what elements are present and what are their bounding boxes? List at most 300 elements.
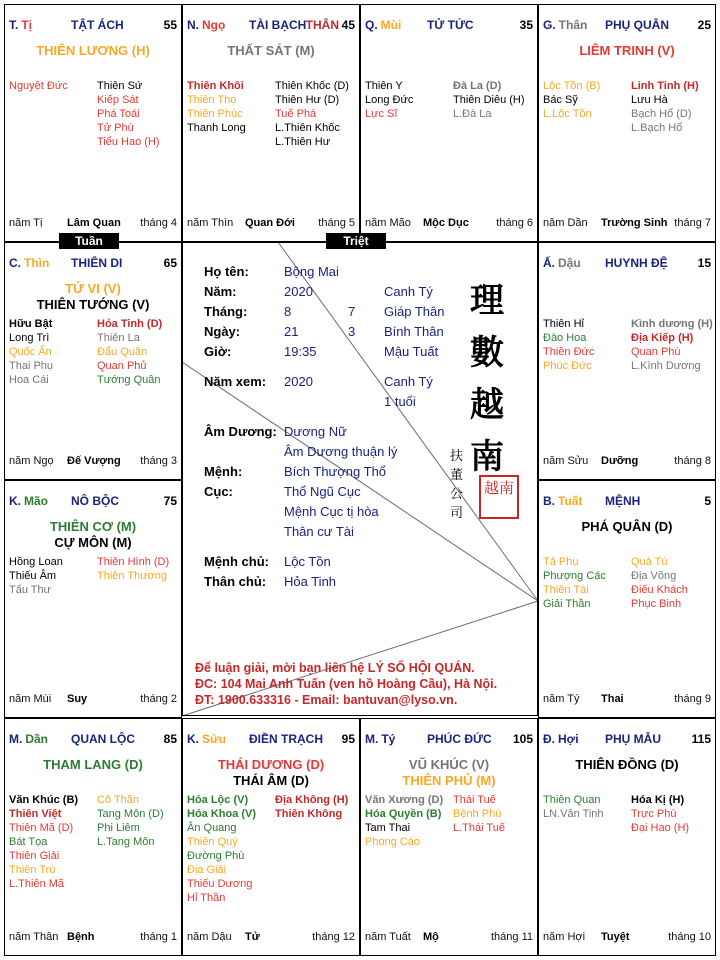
palace-name: PHỤ MẪU <box>605 732 661 746</box>
nam-label: Năm: <box>204 284 237 299</box>
palace-name: HUYNH ĐỆ <box>605 256 668 270</box>
palace-footer <box>187 217 355 231</box>
triet-tag: Triệt <box>326 233 386 249</box>
palace-year: năm Thân <box>9 931 59 943</box>
stars-right <box>631 317 716 373</box>
palace-cycle: Đế Vượng <box>67 455 121 467</box>
palace-chi: Hợi <box>558 732 579 746</box>
palace-position <box>187 732 226 746</box>
main-star: TỬ VI (V) <box>65 281 121 296</box>
minor-star: Thiên Việt <box>9 808 62 820</box>
minor-star: Lực Sĩ <box>365 108 398 120</box>
palace-position <box>9 732 48 746</box>
contact-line-1: Để luận giải, mời bạn liên hệ LÝ SỐ HỘI QUÁN. <box>195 661 475 675</box>
palace-footer <box>9 217 177 231</box>
minor-star: Kiếp Sát <box>97 94 139 106</box>
palace-position <box>9 494 48 508</box>
nam-canchi: Canh Tý <box>384 284 433 299</box>
palace-footer <box>365 217 533 231</box>
minor-star: Thiên Hình (D) <box>97 556 170 568</box>
minor-star: Thiếu Âm <box>9 570 57 582</box>
ngay-lunar: 3 <box>348 324 356 339</box>
minor-star: Hóa Lộc (V) <box>187 794 249 806</box>
palace-position <box>9 18 32 32</box>
stars-right <box>453 793 538 835</box>
minor-star: L.Lộc Tồn <box>543 108 592 120</box>
minor-star: Đào Hoa <box>543 332 587 344</box>
palace-tuat <box>538 480 716 718</box>
palace-year: năm Sửu <box>543 455 589 467</box>
minor-star: Long Trì <box>9 332 50 344</box>
minor-star: Linh Tinh (H) <box>631 80 699 92</box>
palace-name: ĐIỀN TRẠCH <box>249 732 323 746</box>
palace-can: M. <box>9 732 23 746</box>
stars-right <box>275 79 360 149</box>
nam-xem-value: 2020 <box>284 374 313 389</box>
stars-left <box>543 79 633 121</box>
minor-star: L.Tang Môn <box>97 836 155 848</box>
palace-cycle: Thai <box>601 693 624 705</box>
palace-year: năm Tý <box>543 693 580 705</box>
palace-position <box>543 732 579 746</box>
minor-star: Lộc Tồn (B) <box>543 80 601 92</box>
palace-month: tháng 12 <box>312 931 355 943</box>
minor-star: Long Đức <box>365 94 414 106</box>
gio-label: Giờ: <box>204 344 232 359</box>
minor-star: Địa Võng <box>631 570 677 582</box>
stars-left <box>543 793 633 821</box>
palace-month: tháng 1 <box>140 931 177 943</box>
palace-footer <box>543 217 711 231</box>
palace-footer <box>9 693 177 707</box>
minor-star: Thiên Thọ <box>187 94 237 106</box>
minor-star: Thiên Hư (D) <box>275 94 340 106</box>
minor-star: Thiên Quan <box>543 794 601 806</box>
palace-cycle: Tử <box>245 931 260 943</box>
stars-right <box>97 555 182 583</box>
palace-can: N. <box>187 18 199 32</box>
minor-star: Đường Phù <box>187 850 245 862</box>
minor-star: Tam Thai <box>365 822 411 834</box>
palace-suu <box>182 718 360 956</box>
palace-number: 5 <box>704 494 711 508</box>
nam-xem-canchi: Canh Tý <box>384 374 433 389</box>
palace-number: 95 <box>341 732 355 746</box>
palace-footer <box>9 931 177 945</box>
minor-star: Thiên Y <box>365 80 403 92</box>
than-marker: THÂN <box>305 18 339 32</box>
palace-cycle: Trường Sinh <box>601 217 668 229</box>
center-info-panel <box>182 242 538 716</box>
stars-right <box>453 79 538 121</box>
minor-star: L.Đà La <box>453 108 492 120</box>
palace-chi: Sửu <box>202 732 227 746</box>
palace-number: 45 <box>341 18 355 32</box>
stars-left <box>187 79 277 135</box>
palace-can: G. <box>543 18 556 32</box>
palace-footer <box>365 931 533 945</box>
palace-footer <box>543 693 711 707</box>
minor-star: Kình dương (H) <box>631 318 713 330</box>
stars-right <box>631 79 716 135</box>
stars-left <box>543 317 633 373</box>
minor-star: Địa Giải <box>187 864 227 876</box>
palace-cycle: Tuyệt <box>601 931 630 943</box>
stars-left <box>9 317 99 387</box>
palace-name: QUAN LỘC <box>71 732 135 746</box>
main-star: THẤT SÁT (M) <box>227 43 315 58</box>
palace-chi: Dần <box>25 732 49 746</box>
minor-star: Cô Thần <box>97 794 139 806</box>
minor-star: Bác Sỹ <box>543 94 578 106</box>
ngay-value: 21 <box>284 324 299 339</box>
palace-year: năm Mùi <box>9 693 52 705</box>
palace-header <box>9 256 177 272</box>
nam-value: 2020 <box>284 284 313 299</box>
minor-star: Phúc Đức <box>543 360 592 372</box>
palace-chi: Dậu <box>558 256 581 270</box>
palace-can: Q. <box>365 18 378 32</box>
ho-ten-label: Họ tên: <box>204 264 249 279</box>
minor-star: Quan Phủ <box>97 360 147 372</box>
palace-month: tháng 7 <box>674 217 711 229</box>
than-chu-label: Thân chủ: <box>204 574 267 589</box>
palace-month: tháng 10 <box>668 931 711 943</box>
minor-star: Ân Quang <box>187 822 237 834</box>
palace-month: tháng 3 <box>140 455 177 467</box>
menh-chu-label: Mệnh chủ: <box>204 554 269 569</box>
minor-star: L.Thiên Mã <box>9 878 65 890</box>
palace-chi: Ngọ <box>202 18 226 32</box>
palace-can: M. <box>365 732 379 746</box>
minor-star: Thiên Tài <box>543 584 589 596</box>
minor-star: Hoa Cái <box>9 374 49 386</box>
palace-name: MỆNH <box>605 494 641 508</box>
palace-chi: Mùi <box>380 18 402 32</box>
thang-lunar: 7 <box>348 304 356 319</box>
main-star: CỰ MÔN (M) <box>54 535 132 550</box>
menh-chu-value: Lộc Tồn <box>284 554 331 569</box>
palace-can: T. <box>9 18 19 32</box>
main-star: THAM LANG (D) <box>43 757 143 772</box>
stars-left <box>9 793 99 891</box>
minor-star: Bạch Hổ (D) <box>631 108 692 120</box>
palace-footer <box>9 455 177 469</box>
palace-can: K. <box>9 494 21 508</box>
minor-star: Thanh Long <box>187 122 246 134</box>
stars-right <box>631 793 716 835</box>
palace-header <box>543 494 711 510</box>
palace-chi: Tuất <box>558 494 583 508</box>
palace-header <box>543 256 711 272</box>
contact-line-3: ĐT: 1900.633316 - Email: bantuvan@lyso.vn. <box>195 693 458 707</box>
palace-position <box>365 732 395 746</box>
minor-star: Thiếu Dương <box>187 878 253 890</box>
palace-year: năm Tị <box>9 217 43 229</box>
minor-star: L.Thiên Khốc <box>275 122 340 134</box>
palace-cycle: Lâm Quan <box>67 217 121 229</box>
minor-star: Đà La (D) <box>453 80 502 92</box>
stars-left <box>365 79 455 121</box>
palace-year: năm Tuất <box>365 931 411 943</box>
palace-number: 85 <box>163 732 177 746</box>
minor-star: LN.Văn Tinh <box>543 808 604 820</box>
stars-left <box>9 79 99 93</box>
minor-star: Thiên Diêu (H) <box>453 94 525 106</box>
gio-canchi: Mậu Tuất <box>384 344 439 359</box>
palace-mui <box>360 4 538 242</box>
minor-star: Hỉ Thần <box>187 892 226 904</box>
minor-star: Thiên La <box>97 332 140 344</box>
tuan-tag: Tuần <box>59 233 119 249</box>
palace-can: Ấ. <box>543 256 555 270</box>
minor-star: Thiên Quý <box>187 836 238 848</box>
ngay-canchi: Bính Thân <box>384 324 444 339</box>
minor-star: L.Bạch Hổ <box>631 122 683 134</box>
minor-star: Hóa Kị (H) <box>631 794 685 806</box>
palace-name: TÀI BẠCH <box>249 18 307 32</box>
palace-cycle: Mộ <box>423 931 439 943</box>
palace-position <box>9 256 49 270</box>
palace-number: 65 <box>163 256 177 270</box>
stars-left <box>543 555 633 611</box>
palace-chi: Thân <box>558 18 588 32</box>
calligraphy-small: 扶董公司 <box>450 449 464 521</box>
palace-mao <box>4 480 182 718</box>
palace-position <box>365 18 401 32</box>
minor-star: Phi Liêm <box>97 822 140 834</box>
palace-year: năm Dần <box>543 217 588 229</box>
palace-cycle: Quan Đới <box>245 217 295 229</box>
minor-star: Hóa Quyền (B) <box>365 808 442 820</box>
seal-text: 越南 <box>483 479 514 497</box>
minor-star: Thiên Mã (D) <box>9 822 74 834</box>
main-star: THIÊN CƠ (M) <box>49 519 137 534</box>
cuc-1: Thổ Ngũ Cục <box>284 484 361 499</box>
palace-number: 15 <box>697 256 711 270</box>
minor-star: Thiên Thương <box>97 570 168 582</box>
cuc-3: Thân cư Tài <box>284 524 354 539</box>
main-star: VŨ KHÚC (V) <box>408 757 490 772</box>
minor-star: Địa Kiếp (H) <box>631 332 694 344</box>
palace-position <box>543 256 581 270</box>
minor-star: Tử Phù <box>97 122 134 134</box>
minor-star: Đẩu Quân <box>97 346 148 358</box>
main-star: THIÊN TƯỚNG (V) <box>36 297 150 312</box>
palace-month: tháng 5 <box>318 217 355 229</box>
palace-month: tháng 9 <box>674 693 711 705</box>
palace-can: K. <box>187 732 199 746</box>
palace-header <box>543 732 711 748</box>
minor-star: Thiên Trù <box>9 864 56 876</box>
thang-canchi: Giáp Thân <box>384 304 445 319</box>
palace-ngo <box>182 4 360 242</box>
main-star: PHÁ QUÂN (D) <box>581 519 673 534</box>
palace-footer <box>187 931 355 945</box>
palace-can: Đ. <box>543 732 555 746</box>
minor-star: Phục Binh <box>631 598 682 610</box>
minor-star: Thiên Giải <box>9 850 60 862</box>
minor-star: Bệnh Phù <box>453 808 502 820</box>
thang-label: Tháng: <box>204 304 248 319</box>
palace-chi: Tị <box>21 18 33 32</box>
cuc-label: Cục: <box>204 484 233 499</box>
palace-number: 75 <box>163 494 177 508</box>
palace-number: 25 <box>697 18 711 32</box>
minor-star: L.Thái Tuế <box>453 822 505 834</box>
main-star: THIÊN ĐỒNG (D) <box>575 757 679 772</box>
palace-cycle: Mộc Dục <box>423 217 469 229</box>
palace-name: TỬ TỨC <box>427 18 474 32</box>
minor-star: L.Thiên Hư <box>275 136 331 148</box>
palace-can: B. <box>543 494 555 508</box>
palace-header <box>543 18 711 34</box>
minor-star: Hữu Bật <box>9 318 53 330</box>
minor-star: Văn Khúc (B) <box>9 794 79 806</box>
minor-star: Phong Cáo <box>365 836 421 848</box>
minor-star: Phá Toái <box>97 108 140 120</box>
minor-star: Hỏa Tinh (D) <box>97 318 163 330</box>
minor-star: Quả Tú <box>631 556 668 568</box>
minor-star: Địa Không (H) <box>275 794 349 806</box>
minor-star: Nguyệt Đức <box>9 80 68 92</box>
palace-name: PHÚC ĐỨC <box>427 732 492 746</box>
minor-star: Thiên Khôi <box>187 80 244 92</box>
stars-right <box>97 317 182 387</box>
minor-star: Văn Xương (D) <box>365 794 444 806</box>
stars-right <box>97 79 182 149</box>
palace-position <box>543 494 582 508</box>
stars-left <box>187 793 277 905</box>
palace-month: tháng 6 <box>496 217 533 229</box>
palace-position <box>187 18 225 32</box>
stars-left <box>9 555 99 597</box>
palace-header <box>187 18 355 34</box>
palace-dan <box>4 718 182 956</box>
palace-year: năm Mão <box>365 217 411 229</box>
am-duong-1: Dương Nữ <box>284 424 347 439</box>
main-star: THÁI DƯƠNG (D) <box>217 757 325 772</box>
palace-thin <box>4 242 182 480</box>
palace-name: TẬT ÁCH <box>71 18 124 32</box>
palace-cycle: Suy <box>67 693 88 705</box>
red-seal <box>479 475 519 519</box>
palace-header <box>9 494 177 510</box>
main-star: THÁI ÂM (D) <box>233 773 309 788</box>
minor-star: Thiên Sứ <box>97 80 143 92</box>
minor-star: Lưu Hà <box>631 94 668 106</box>
minor-star: Phượng Các <box>543 570 606 582</box>
main-star: THIÊN PHỦ (M) <box>402 773 496 788</box>
thang-value: 8 <box>284 304 292 319</box>
ho-ten-value: Bộng Mai <box>284 264 339 279</box>
palace-cycle: Dưỡng <box>601 455 639 467</box>
stars-right <box>631 555 716 611</box>
minor-star: Thai Phụ <box>9 360 54 372</box>
palace-name: PHỤ QUÂN <box>605 18 670 32</box>
palace-chi: Tý <box>381 732 396 746</box>
palace-year: năm Dậu <box>187 931 232 943</box>
menh-value: Bích Thượng Thổ <box>284 464 387 479</box>
minor-star: Thiên Đức <box>543 346 595 358</box>
minor-star: Quan Phù <box>631 346 681 358</box>
palace-year: năm Ngọ <box>9 455 54 467</box>
palace-footer <box>543 455 711 469</box>
minor-star: Thiên Hỉ <box>543 318 584 330</box>
minor-star: Điếu Khách <box>631 584 688 596</box>
cuc-2: Mệnh Cục tị hòa <box>284 504 379 519</box>
minor-star: Tuế Phá <box>275 108 317 120</box>
am-duong-2: Âm Dương thuận lý <box>284 444 398 459</box>
minor-star: Thiên Phúc <box>187 108 243 120</box>
palace-month: tháng 8 <box>674 455 711 467</box>
nam-xem-label: Năm xem: <box>204 374 267 389</box>
palace-dau <box>538 242 716 480</box>
palace-footer <box>543 931 711 945</box>
gio-value: 19:35 <box>284 344 317 359</box>
palace-than <box>538 4 716 242</box>
palace-header <box>187 732 355 748</box>
palace-can: C. <box>9 256 21 270</box>
main-star: LIÊM TRINH (V) <box>579 43 675 58</box>
menh-label: Mệnh: <box>204 464 243 479</box>
palace-header <box>365 732 533 748</box>
minor-star: Hóa Khoa (V) <box>187 808 257 820</box>
palace-cycle: Bệnh <box>67 931 95 943</box>
minor-star: Thái Tuế <box>453 794 496 806</box>
minor-star: Thiên Không <box>275 808 343 820</box>
palace-hoi <box>538 718 716 956</box>
palace-year: năm Hợi <box>543 931 586 943</box>
palace-name: THIÊN DI <box>71 256 123 270</box>
palace-name: NÔ BỘC <box>71 494 119 508</box>
minor-star: Giải Thần <box>543 598 591 610</box>
palace-header <box>9 18 177 34</box>
minor-star: Trực Phù <box>631 808 677 820</box>
minor-star: Tiểu Hao (H) <box>97 136 160 148</box>
minor-star: Tang Môn (D) <box>97 808 164 820</box>
palace-chi: Thìn <box>24 256 50 270</box>
minor-star: Tướng Quân <box>97 374 161 386</box>
ngay-label: Ngày: <box>204 324 241 339</box>
palace-number: 115 <box>691 732 711 746</box>
contact-line-2: ĐC: 104 Mai Anh Tuấn (ven hồ Hoàng Cầu), Hà Nội. <box>195 677 498 691</box>
minor-star: Tả Phụ <box>543 556 579 568</box>
minor-star: Thiên Khốc (D) <box>275 80 349 92</box>
minor-star: Tấu Thư <box>9 584 52 596</box>
calligraphy-title: 理數越南 <box>470 281 504 477</box>
minor-star: Đại Hao (H) <box>631 822 690 834</box>
palace-position <box>543 18 587 32</box>
palace-month: tháng 2 <box>140 693 177 705</box>
palace-year: năm Thìn <box>187 217 234 229</box>
tuoi: 1 tuổi <box>384 394 416 409</box>
stars-right <box>97 793 182 849</box>
than-chu-value: Hỏa Tinh <box>284 574 337 589</box>
palace-number: 35 <box>519 18 533 32</box>
palace-ty2 <box>360 718 538 956</box>
stars-right <box>275 793 360 821</box>
minor-star: Hồng Loan <box>9 556 63 568</box>
stars-left <box>365 793 455 849</box>
palace-number: 105 <box>512 732 533 746</box>
minor-star: Bát Tọa <box>9 836 48 848</box>
minor-star: Quốc Ấn <box>9 346 52 358</box>
main-star: THIÊN LƯƠNG (H) <box>36 43 150 58</box>
palace-header <box>365 18 533 34</box>
am-duong-label: Âm Dương: <box>204 424 277 439</box>
palace-header <box>9 732 177 748</box>
